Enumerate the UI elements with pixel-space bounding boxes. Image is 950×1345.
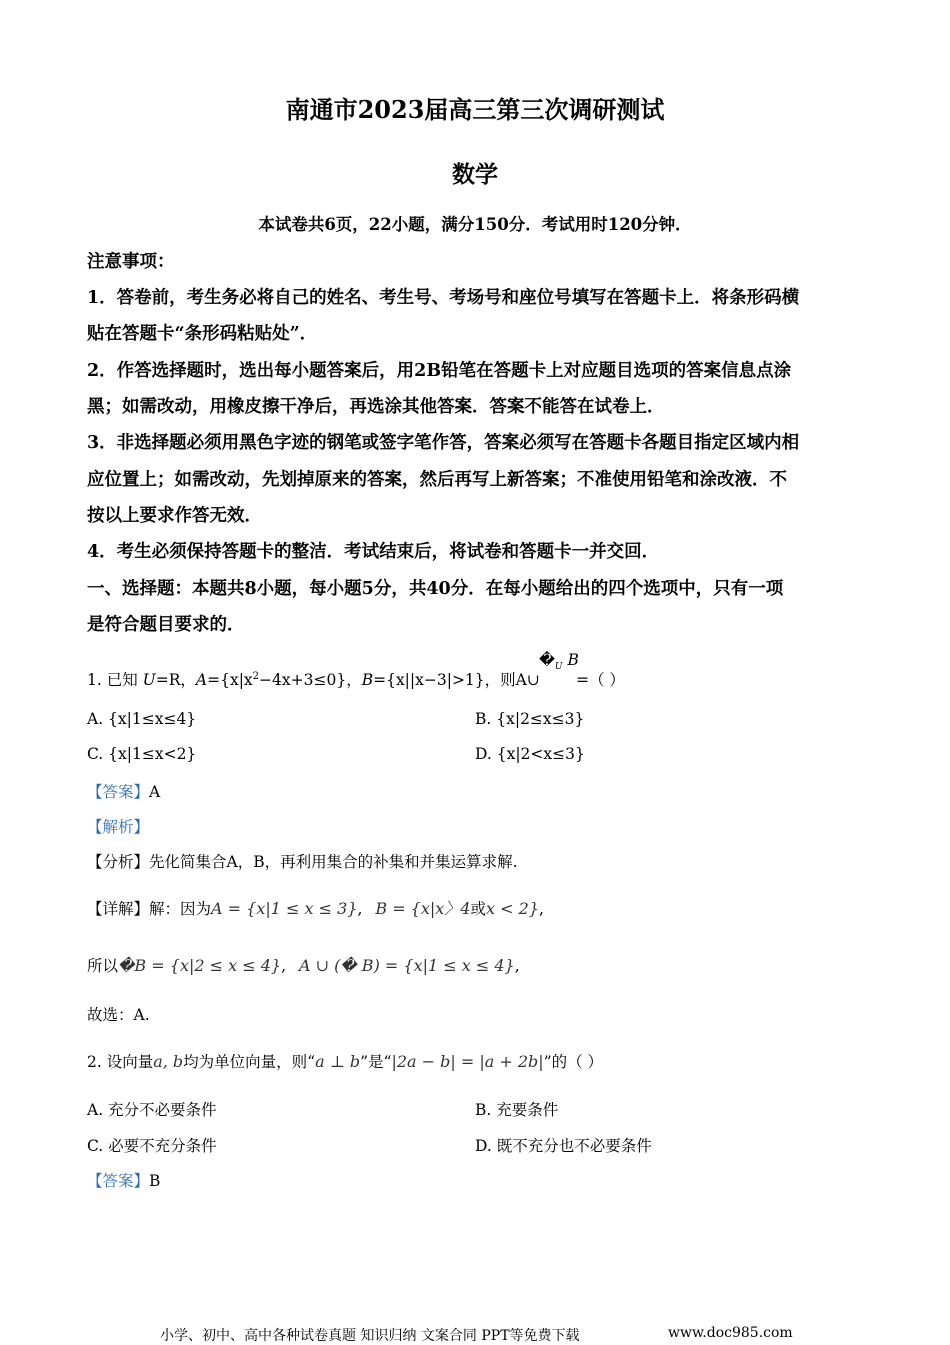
q1-complement-symbol: $�_U$ B <box>539 651 579 673</box>
section-1-line-1: 一、选择题：本题共8小题，每小题5分，共40分．在每小题给出的四个选项中，只有一项 <box>87 579 784 599</box>
answer-tag: 【答案】 <box>87 783 150 801</box>
q2-stem: 2. 设向量a, b均为单位向量，则“a ⊥ b”是“|2a − b| = |a + 2b|”的（ ） <box>87 1052 604 1071</box>
q1-fenxi: 【分析】先化简集合A，B，再利用集合的补集和并集运算求解. <box>87 853 518 871</box>
footer-link[interactable]: www.doc985.com <box>668 1325 793 1341</box>
page-title: 南通市2023届高三第三次调研测试 <box>285 95 665 124</box>
note-3-line-1: 3．非选择题必须用黑色字迹的钢笔或签字笔作答，答案必须写在答题卡各题目指定区域内相 <box>87 433 800 453</box>
q1-stem-end: =（ ） <box>576 671 625 689</box>
answer-tag: 【答案】 <box>87 1172 150 1190</box>
note-1-line-1: 1．答卷前，考生务必将自己的姓名、考生号、考场号和座位号填写在答题卡上．将条形码横 <box>87 288 800 308</box>
q2-option-a: A. 充分不必要条件 <box>87 1101 217 1119</box>
note-2-line-1: 2．作答选择题时，选出每小题答案后，用2B铅笔在答题卡上对应题目选项的答案信息点涂 <box>87 361 792 381</box>
q2-option-b: B. 充要条件 <box>475 1101 559 1119</box>
q2-answer: 【答案】B <box>87 1172 161 1190</box>
subject-title: 数学 <box>452 161 498 188</box>
exam-info: 本试卷共6页，22小题，满分150分．考试用时120分钟． <box>258 215 692 234</box>
note-3-line-2: 应位置上；如需改动，先划掉原来的答案，然后再写上新答案；不准使用铅笔和涂改液．不 <box>87 470 787 490</box>
q1-option-b: B. {x|2≤x≤3} <box>475 710 585 728</box>
notes-heading: 注意事项： <box>87 252 175 272</box>
q1-option-d: D. {x|2<x≤3} <box>475 745 585 763</box>
section-1-line-2: 是符合题目要求的． <box>87 615 245 635</box>
note-3-line-3: 按以上要求作答无效． <box>87 506 262 526</box>
q1-option-a: A. {x|1≤x≤4} <box>87 710 197 728</box>
q1-so: 所以�B = {x|2 ≤ x ≤ 4}, A ∪ (� B) = {x|1 ≤ x ≤ 4}, <box>87 956 520 975</box>
note-2-line-2: 黑；如需改动，用橡皮擦干净后，再选涂其他答案．答案不能答在试卷上． <box>87 397 665 417</box>
footer-text: 小学、初中、高中各种试卷真题 知识归纳 文案合同 PPT等免费下载 <box>160 1328 580 1344</box>
q1-analysis-tag: 【解析】 <box>87 818 150 836</box>
q1-conclusion: 故选：A. <box>87 1006 150 1024</box>
note-4: 4．考生必须保持答题卡的整洁．考试结束后，将试卷和答题卡一并交回． <box>87 542 660 562</box>
note-1-line-2: 贴在答题卡“条形码粘贴处”． <box>87 324 318 344</box>
q2-option-c: C. 必要不充分条件 <box>87 1137 217 1155</box>
q1-option-c: C. {x|1≤x<2} <box>87 745 197 763</box>
q2-option-d: D. 既不充分也不必要条件 <box>475 1137 652 1155</box>
q1-detail: 【详解】解：因为A = {x|1 ≤ x ≤ 3}, B = {x|x〉4或x < 2}, <box>87 899 544 918</box>
q1-stem: 1. 已知 U=R，$A=\{x|x^2-4x+3\le 0\}$，B={x||x−3|>1}，则A∪ <box>87 670 540 689</box>
q1-answer: 【答案】A <box>87 783 161 801</box>
